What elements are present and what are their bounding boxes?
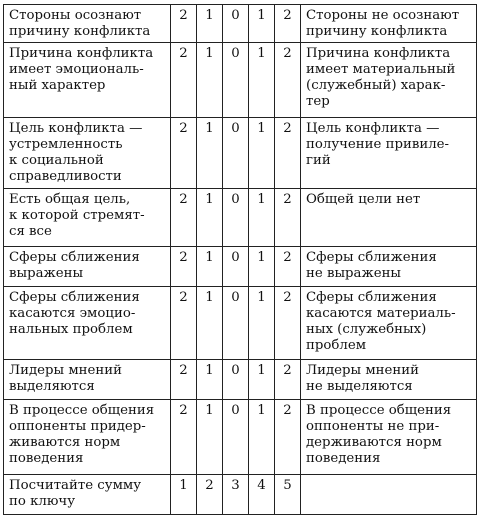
table-row [4, 5, 477, 43]
score-cell: 1 [197, 247, 223, 287]
score-cell: 2 [275, 287, 301, 360]
sum-row [4, 475, 477, 515]
left-statement: Есть общая цель, к которой стремят- ся все [4, 189, 171, 247]
key-cell: 5 [275, 475, 301, 515]
score-cell: 2 [171, 5, 197, 43]
right-statement [301, 475, 477, 515]
score-cell: 1 [197, 400, 223, 475]
score-cell: 2 [171, 400, 197, 475]
score-cell: 1 [249, 118, 275, 189]
left-statement: Стороны осознают причину конфликта [4, 5, 171, 43]
score-cell: 2 [275, 189, 301, 247]
score-cell: 1 [197, 118, 223, 189]
right-statement: Причина конфликта имеет материальный (служебный) харак- тер [301, 43, 477, 118]
score-cell: 0 [223, 189, 249, 247]
left-statement: Сферы сближения касаются эмоцио- нальных проблем [4, 287, 171, 360]
score-cell: 2 [171, 189, 197, 247]
score-cell: 1 [197, 189, 223, 247]
score-cell: 1 [197, 43, 223, 118]
score-cell: 2 [275, 400, 301, 475]
table-row [4, 400, 477, 475]
right-statement: Сферы сближения не выражены [301, 247, 477, 287]
score-cell: 1 [197, 287, 223, 360]
key-cell: 3 [223, 475, 249, 515]
table-row [4, 247, 477, 287]
score-cell: 2 [171, 360, 197, 400]
score-cell: 2 [275, 43, 301, 118]
score-cell: 2 [275, 118, 301, 189]
table-row [4, 118, 477, 189]
left-statement: Цель конфликта — устремленность к социальной справедливости [4, 118, 171, 189]
table-row [4, 189, 477, 247]
score-cell: 1 [197, 360, 223, 400]
score-cell: 0 [223, 118, 249, 189]
left-statement: Лидеры мнений выделяются [4, 360, 171, 400]
score-cell: 1 [249, 287, 275, 360]
key-cell: 4 [249, 475, 275, 515]
score-cell: 2 [275, 247, 301, 287]
score-cell: 1 [249, 247, 275, 287]
left-statement: В процессе общения оппоненты придер- живаются норм поведения [4, 400, 171, 475]
right-statement: Стороны не осознают причину конфликта [301, 5, 477, 43]
right-statement: Общей цели нет [301, 189, 477, 247]
score-cell: 0 [223, 287, 249, 360]
score-cell: 2 [171, 287, 197, 360]
left-statement: Посчитайте сумму по ключу [4, 475, 171, 515]
score-cell: 2 [171, 43, 197, 118]
score-cell: 0 [223, 247, 249, 287]
right-statement: Сферы сближения касаются материаль- ных (служебных) проблем [301, 287, 477, 360]
score-cell: 1 [249, 5, 275, 43]
score-cell: 0 [223, 43, 249, 118]
score-cell: 2 [275, 360, 301, 400]
score-cell: 2 [275, 5, 301, 43]
left-statement: Сферы сближения выражены [4, 247, 171, 287]
score-cell: 1 [197, 5, 223, 43]
score-cell: 0 [223, 5, 249, 43]
right-statement: Цель конфликта — получение привиле- гий [301, 118, 477, 189]
score-cell: 1 [249, 400, 275, 475]
right-statement: Лидеры мнений не выделяются [301, 360, 477, 400]
score-cell: 0 [223, 400, 249, 475]
table-row [4, 43, 477, 118]
score-cell: 1 [249, 189, 275, 247]
score-cell: 2 [171, 118, 197, 189]
left-statement: Причина конфликта имеет эмоциональ- ный характер [4, 43, 171, 118]
key-cell: 1 [171, 475, 197, 515]
score-cell: 1 [249, 360, 275, 400]
score-cell: 1 [249, 43, 275, 118]
key-cell: 2 [197, 475, 223, 515]
table-row [4, 360, 477, 400]
table-row [4, 287, 477, 360]
conflict-assessment-table [3, 4, 477, 515]
score-cell: 0 [223, 360, 249, 400]
right-statement: В процессе общения оппоненты не при- держиваются норм поведения [301, 400, 477, 475]
score-cell: 2 [171, 247, 197, 287]
